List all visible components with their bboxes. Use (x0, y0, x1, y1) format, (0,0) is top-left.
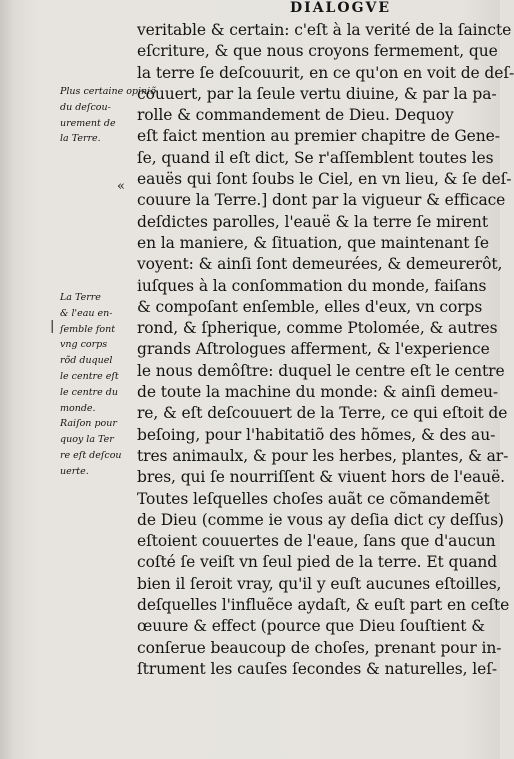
margin-note-line: urement de (60, 117, 116, 129)
body-line: la terre ſe deſcouurit, en ce qu'on en voit de deſ- (137, 63, 514, 82)
body-line: en la maniere, & ſituation, que maintenant ſe (137, 233, 489, 252)
margin-note-line: ſemble font (60, 323, 116, 335)
body-line: eſtoient couuertes de l'eaue, ſans que d'aucun (137, 532, 496, 551)
body-line: eſt faict mention au premier chapitre de Gene- (137, 127, 500, 146)
margin-note-line: monde. (60, 402, 96, 414)
body-line: conſerue beaucoup de choſes, prenant pour in- (137, 638, 502, 657)
body-line: eſcriture, & que nous croyons fermement, que (137, 42, 498, 61)
body-line: voyent: & ainſi ſont demeurées, & demeurerôt, (137, 255, 503, 274)
margin-note-line: uerte. (60, 465, 89, 477)
body-line: rond, & ſpherique, comme Ptolomée, & autres (137, 319, 498, 338)
margin-note-discovery (60, 84, 156, 147)
body-line: rolle & commandement de Dieu. Dequoy (137, 106, 454, 125)
body-line: coſté ſe veiſt vn ſeul pied de la terre. Et quand (137, 553, 498, 572)
margin-note-line: quoy la Ter (60, 434, 114, 446)
body-line: deſquelles l'influẽce aydaſt, & euſt part en ceſte (137, 596, 510, 615)
margin-note-line: du deſcou- (60, 101, 111, 113)
margin-note-line: la Terre. (60, 133, 101, 145)
body-line: Toutes leſquelles choſes auãt ce cõmandemẽt (137, 489, 490, 508)
body-line: couure la Terre.] dont par la vigueur & efficace (137, 191, 506, 210)
body-line: deſdictes parolles, l'eauë & la terre ſe mirent (137, 212, 488, 231)
body-line: grands Aſtrologues afferment, & l'experience (137, 340, 490, 359)
body-line: bien il ſeroit vray, qu'il y euſt aucunes eſtoilles, (137, 574, 502, 593)
body-line: ſe, quand il eſt dict, Se r'aſſemblent toutes les (137, 148, 494, 167)
margin-note-line: rõd duquel (60, 355, 113, 367)
body-line: iuſques à la conſommation du monde, faiſans (137, 276, 487, 295)
margin-note-line: vng corps (60, 339, 108, 351)
margin-note-line: Raiſon pour (60, 418, 117, 430)
margin-note-line: La Terre (60, 292, 101, 303)
body-line: & compoſant enſemble, elles d'eux, vn corps (137, 297, 483, 316)
margin-rule-mark: | (50, 319, 55, 334)
margin-note-earth-water (60, 290, 136, 480)
body-line: de Dieu (comme ie vous ay deſia dict cy deſſus) (137, 510, 504, 529)
body-line: veritable & certain: c'eſt à la verité de la ſaincte (137, 21, 512, 39)
body-line: beſoing, pour l'habitatiõ des hõmes, & des au- (137, 425, 496, 444)
quotation-mark: « (117, 179, 125, 194)
body-line: œuure & effect (pource que Dieu ſouſtient & (137, 617, 485, 636)
body-line: le nous demôſtre: duquel le centre eſt le centre (137, 361, 505, 380)
margin-note-line: & l'eau en- (60, 307, 113, 319)
margin-note-line: re eſt deſcou (60, 449, 122, 461)
body-line: eauës qui ſont ſoubs le Ciel, en vn lieu, & ſe deſ- (137, 170, 512, 189)
margin-note-line: le centre eſt (60, 370, 119, 382)
running-head: DIALOGVE (290, 0, 392, 16)
body-text (137, 20, 514, 680)
margin-note-line: le centre du (60, 386, 118, 398)
body-line: bres, qui ſe nourriſſent & viuent hors de l'eauë. (137, 468, 505, 487)
body-line: ſtrument les cauſes ſecondes & naturelles, leſ- (137, 659, 497, 678)
body-line: tres animaulx, & pour les herbes, plantes, & ar- (137, 446, 509, 465)
body-line: re, & eſt deſcouuert de la Terre, ce qui eſtoit de (137, 404, 508, 423)
margin-note-line: Plus certaine opiniõ (60, 86, 156, 97)
body-line: couuert, par la ſeule vertu diuine, & par la pa- (137, 84, 497, 103)
body-line: de toute la machine du monde: & ainſi demeu- (137, 383, 499, 402)
